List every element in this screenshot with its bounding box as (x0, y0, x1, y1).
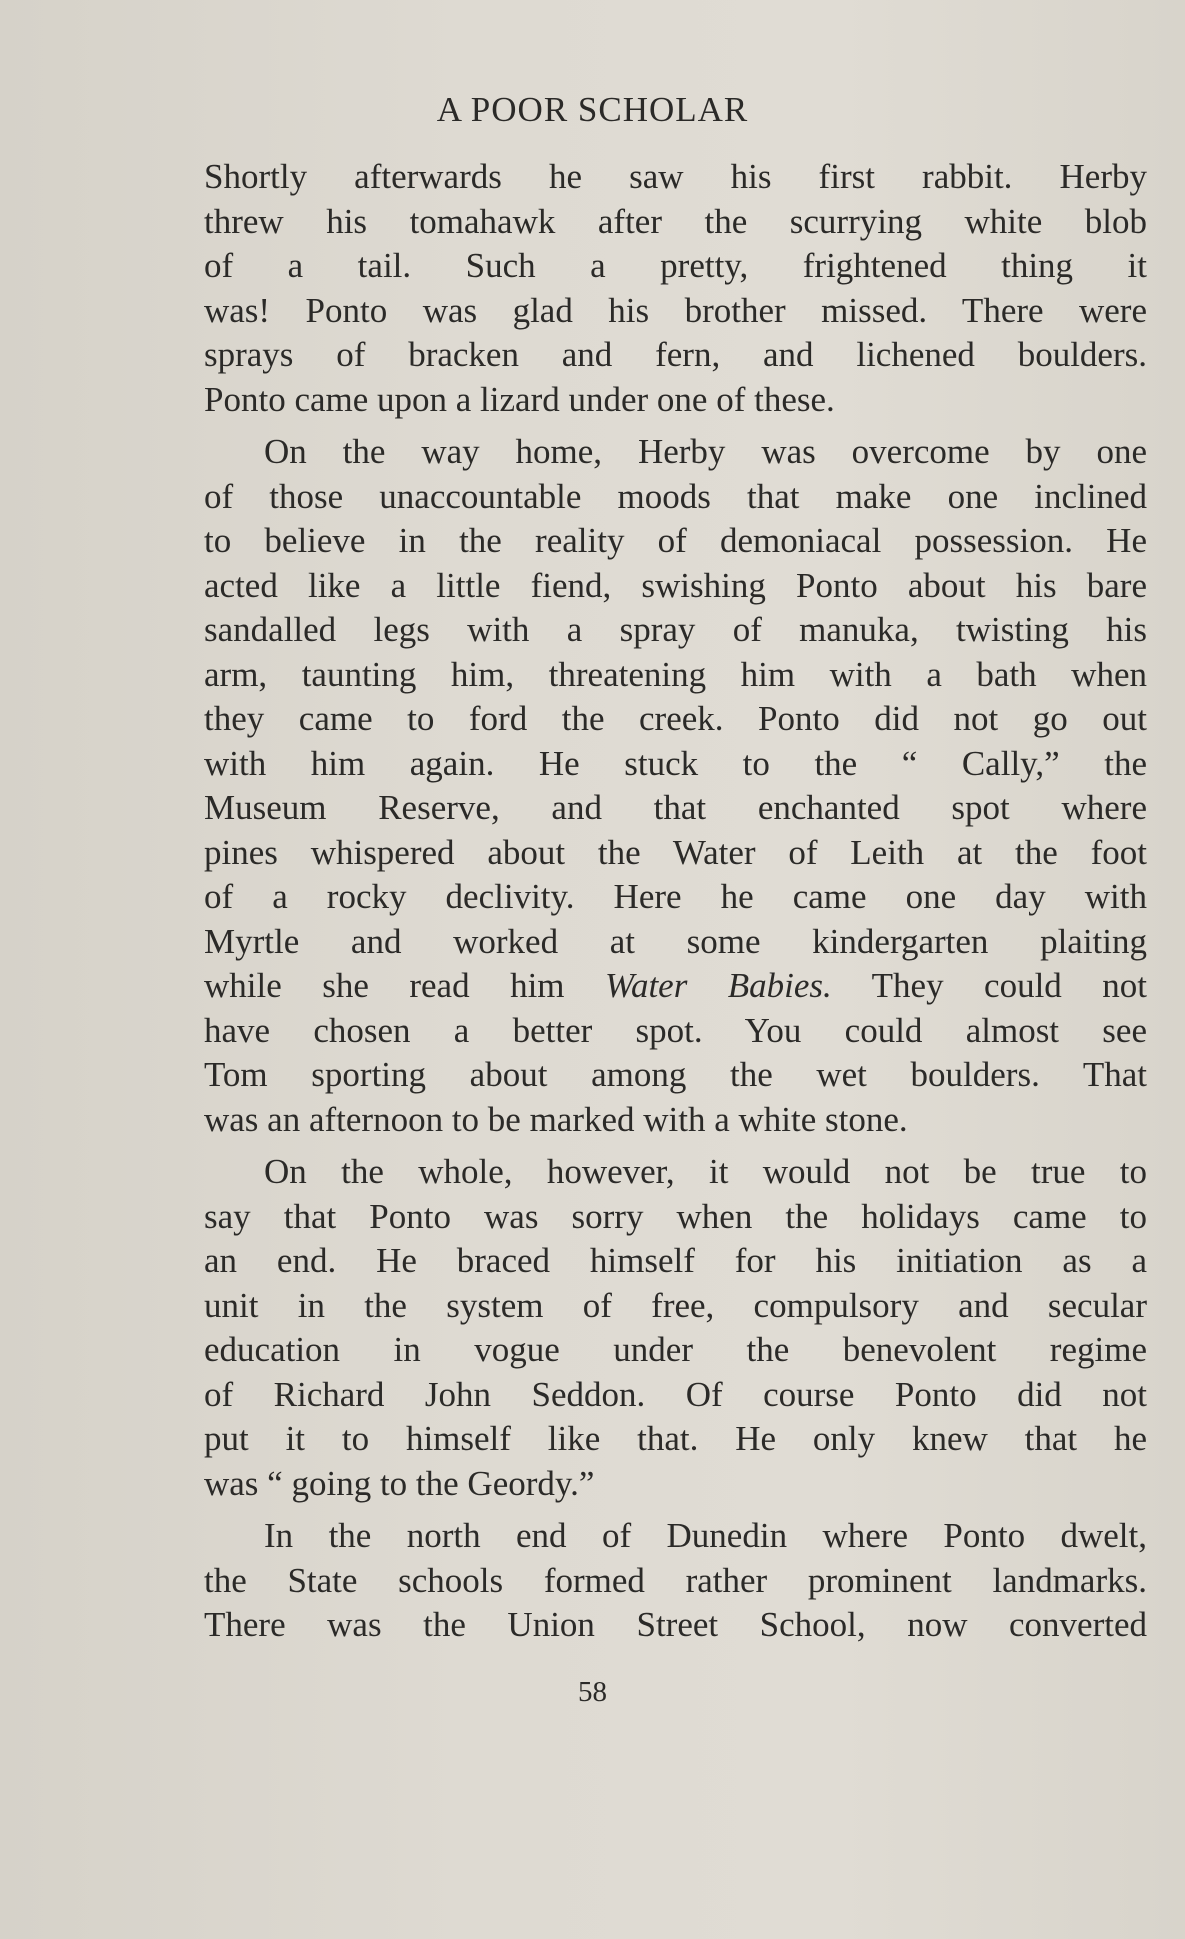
text-line: sprays of bracken and fern, and lichened boulders. (204, 335, 1147, 374)
text-line: was “ going to the Geordy.” (204, 1463, 595, 1503)
text-line: of a rocky declivity. Here he came one day with (204, 877, 1147, 916)
paragraph (204, 430, 1147, 1142)
text-line: arm, taunting him, threatening him with a bath when (204, 654, 1147, 694)
page-number: 58 (578, 1676, 607, 1708)
text-line: to believe in the reality of demoniacal possession. He (204, 521, 1147, 560)
running-head: A POOR SCHOLAR (436, 90, 749, 129)
body-text (204, 155, 1147, 1648)
text-line: an end. He braced himself for his initiation as a (204, 1241, 1147, 1280)
text-line: acted like a little fiend, swishing Ponto about his bare (204, 565, 1147, 605)
text-line: of Richard John Seddon. Of course Ponto did not (204, 1374, 1147, 1414)
text-line: threw his tomahawk after the scurrying white blob (204, 201, 1147, 241)
text-line: of those unaccountable moods that make one inclined (204, 476, 1147, 516)
text-line: Tom sporting about among the wet boulders. That (204, 1055, 1147, 1094)
paragraph-gap (204, 1506, 1147, 1514)
text-line: they came to ford the creek. Ponto did not go out (204, 699, 1147, 738)
paragraph (204, 1514, 1147, 1648)
text-line: sandalled legs with a spray of manuka, twisting his (204, 610, 1147, 649)
paragraph (204, 1150, 1147, 1506)
text-line: say that Ponto was sorry when the holidays came to (204, 1196, 1147, 1236)
text-line: On the way home, Herby was overcome by one (264, 432, 1147, 471)
text-line: Ponto came upon a lizard under one of these. (204, 379, 835, 419)
text-line: Shortly afterwards he saw his first rabbit. Herby (204, 157, 1147, 196)
text-line: unit in the system of free, compulsory and secular (204, 1285, 1147, 1325)
text-line: In the north end of Dunedin where Ponto dwelt, (264, 1516, 1147, 1555)
text-line: the State schools formed rather prominent landmarks. (204, 1560, 1147, 1600)
italic-title: Water Babies. (605, 966, 832, 1005)
text-line: with him again. He stuck to the “ Cally,” the (204, 743, 1147, 783)
paragraph-gap (204, 1142, 1147, 1150)
paragraph (204, 155, 1147, 422)
text-line: Myrtle and worked at some kindergarten plaiting (204, 921, 1147, 961)
text-line: education in vogue under the benevolent regime (204, 1330, 1147, 1369)
text-line: was an afternoon to be marked with a white stone. (204, 1099, 908, 1139)
paragraph-gap (204, 422, 1147, 430)
text-line: was! Ponto was glad his brother missed. There were (204, 290, 1147, 330)
text-line: pines whispered about the Water of Leith at the foot (204, 832, 1147, 872)
text-line: while she read him Water Babies. They could not (204, 966, 1148, 1005)
text-line: There was the Union Street School, now converted (204, 1605, 1147, 1644)
text-line: On the whole, however, it would not be true to (264, 1152, 1147, 1191)
text-line: of a tail. Such a pretty, frightened thing it (204, 246, 1147, 285)
text-line: put it to himself like that. He only knew that he (204, 1419, 1147, 1458)
text-line: Museum Reserve, and that enchanted spot where (204, 788, 1147, 827)
text-line: have chosen a better spot. You could almost see (204, 1010, 1147, 1050)
